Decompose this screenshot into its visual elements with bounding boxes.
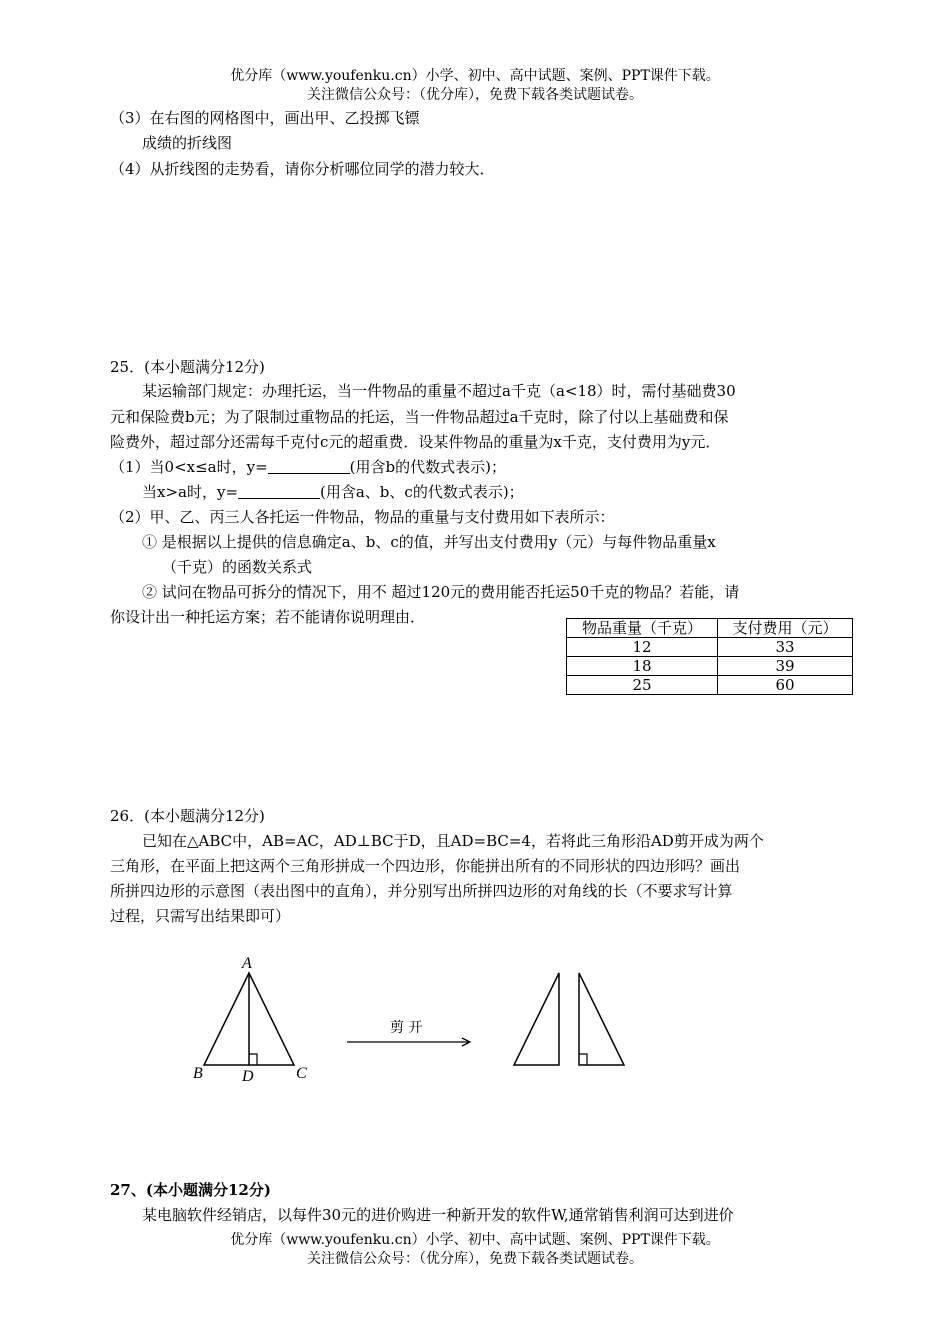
q25-paragraph-line3: 险费外，超过部分还需每千克付c元的超重费．设某件物品的重量为x千克，支付费用为y元．	[110, 433, 721, 451]
right-angle-mark	[579, 1054, 587, 1065]
q24-part3-line1: （3）在右图的网格图中，画出甲、乙投掷飞镖	[110, 109, 420, 127]
label-c: C	[296, 1065, 307, 1082]
page-header-line1: 优分库（www.youfenku.cn）小学、初中、高中试题、案例、PPT课件下载。	[230, 68, 720, 84]
q26-paragraph-line2: 三角形，在平面上把这两个三角形拼成一个四边形，你能拼出所有的不同形状的四边形吗？画出	[110, 857, 741, 875]
label-d: D	[242, 1068, 254, 1085]
cut-pieces	[514, 973, 624, 1065]
q25-sub2-prefix: 当x>a时，y=	[142, 483, 239, 501]
table-cell-fee: 39	[718, 657, 853, 676]
table-cell-weight: 25	[567, 676, 718, 695]
right-angle-mark	[249, 1054, 257, 1065]
q26-title: 26．(本小题满分12分)	[110, 807, 265, 825]
q25-paragraph-line2: 元和保险费b元；为了限制过重物品的托运，当一件物品超过a千克时，除了付以上基础费和保	[110, 408, 729, 426]
cut-label: 剪 开	[390, 1020, 423, 1036]
triangle-abc	[204, 973, 294, 1065]
q25-sub1-suffix: (用含b的代数式表示)；	[349, 458, 506, 476]
page-footer-line1: 优分库（www.youfenku.cn）小学、初中、高中试题、案例、PPT课件下载。	[230, 1232, 720, 1248]
q25-part2-item2-line2: 你设计出一种托运方案；若不能请你说明理由．	[110, 608, 426, 626]
label-a: A	[242, 955, 252, 972]
table-cell-fee: 60	[718, 676, 853, 695]
q25-sub1-prefix: （1）当0<x≤a时，y=	[110, 458, 268, 476]
page-header-line2: 关注微信公众号：（优分库），免费下载各类试题试卷。	[307, 87, 643, 103]
table-header-weight: 物品重量（千克）	[567, 619, 718, 638]
q25-part2-item1-line2: （千克）的函数关系式	[162, 558, 313, 576]
q25-part2-item1-line1: ① 是根据以上提供的信息确定a、b、c的值，并写出支付费用y（元）与每件物品重量x	[142, 533, 716, 551]
q27-paragraph-line1: 某电脑软件经销店，以每件30元的进价购进一种新开发的软件W,通常销售利润可达到进价	[142, 1206, 734, 1224]
label-b: B	[193, 1065, 203, 1082]
q26-paragraph-line1: 已知在△ABC中，AB=AC，AD⊥BC于D，且AD=BC=4，若将此三角形沿AD剪开成为两个	[142, 832, 764, 850]
table-cell-weight: 12	[567, 638, 718, 657]
right-half-triangle	[579, 973, 624, 1065]
page-footer-line2: 关注微信公众号：（优分库），免费下载各类试题试卷。	[307, 1251, 643, 1267]
q26-paragraph-line3: 所拼四边形的示意图（表出图中的直角），并分别写出所拼四边形的对角线的长（不要求写计算	[110, 882, 733, 900]
table-header-fee: 支付费用（元）	[718, 619, 853, 638]
q25-sub2-suffix: (用含a、b、c的代数式表示)；	[320, 483, 524, 501]
q27-title-text: 27、(本小题满分12分)	[110, 1181, 271, 1199]
q24-part4: （4）从折线图的走势看，请你分析哪位同学的潜力较大．	[110, 160, 495, 178]
q24-part3-line2: 成绩的折线图	[142, 134, 233, 152]
table-cell-weight: 18	[567, 657, 718, 676]
table-cell-fee: 33	[718, 638, 853, 657]
cut-arrow	[347, 1038, 470, 1046]
q25-paragraph-line1: 某运输部门规定：办理托运，当一件物品的重量不超过a千克（a<18）时，需付基础费30	[142, 382, 736, 400]
q26-paragraph-line4: 过程，只需写出结果即可）	[110, 907, 291, 925]
q25-part2-item2-line1: ② 试问在物品可拆分的情况下，用不 超过120元的费用能否托运50千克的物品？若能，请	[142, 583, 740, 601]
left-half-triangle	[514, 973, 559, 1065]
q25-part2-intro: （2）甲、乙、丙三人各托运一件物品，物品的重量与支付费用如下表所示：	[110, 508, 615, 526]
q25-title: 25．(本小题满分12分)	[110, 358, 265, 376]
q27-title	[110, 1180, 271, 1200]
